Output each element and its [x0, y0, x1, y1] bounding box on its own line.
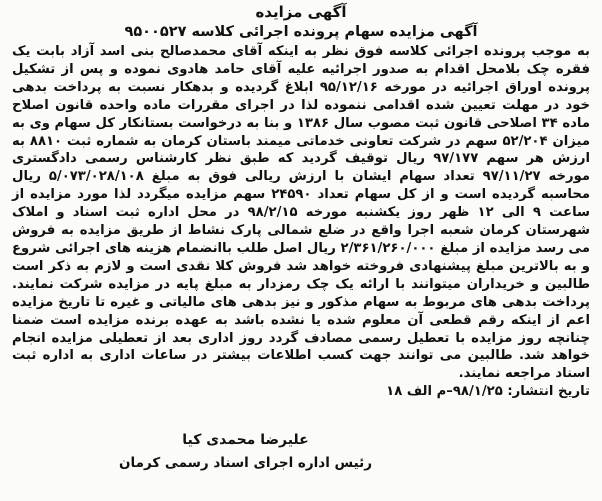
notice-title: آگهی مزایده: [255, 3, 347, 21]
signatory-role: رئیس اداره اجرای اسناد رسمی کرمان: [119, 455, 372, 471]
notice-subtitle: آگهی مزایده سهام پرونده اجرائی کلاسه ۹۵۰۰۵۲۷: [124, 24, 478, 40]
signature-block: [119, 428, 372, 474]
notice-body: به موجب پرونده اجرائی کلاسه فوق نظر به اینکه آقای محمدصالح بنی اسد آزاد بابت یک فقره چک بلامحل اقدام به صدور اجرائیه علیه آقای حامد هادوی نموده و پس از تشکیل پرونده اوراق اجرائیه در مورخه ۹۵/۱۲/۱۶ ابلاغ گردیده و بدهکار نسبت به پرداخت بدهی خود در مهلت تعیین شده اقدامی ننموده لذا در اجرای مقررات ماده واحده قانون اصلاح ماده ۳۴ اصلاحی قانون ثبت مصوب سال ۱۳۸۶ و بنا به درخواست بستانکار کل سهام وی به میزان ۵۲/۲۰۴ سهم در شرکت تعاونی خدماتی میمند باستان کرمان به شماره ثبت ۸۸۱۰ به ارزش هر سهم ۹۷/۱۷۷ ریال توقیف گردید که طبق نظر کارشناس رسمی دادگستری مورخه ۹۷/۱۱/۲۷ تعداد سهام ایشان با ارزش ریالی فوق به مبلغ ۵/۰۷۳/۰۲۸/۱۰۸ ریال محاسبه گردیده است و از کل سهام تعداد ۲۴۵۹۰ سهم مزایده میگردد لذا مورد مزایده از ساعت ۹ الی ۱۲ ظهر روز یکشنبه مورخه ۹۸/۲/۱۵ در محل اداره ثبت اسناد و املاک شهرستان کرمان شعبه اجرا واقع در ضلع شمالی پارک نشاط از طریق مزایده به فروش می رسد مزایده از مبلغ ۲/۳۶۱/۲۶۰/۰۰۰ ریال اصل طلب باانضمام هزینه های اجرائی شروع و به بالاترین مبلغ پیشنهادی فروخته خواهد شد فروش کلا نقدی است و لازم به ذکر است طالبین و خریداران میتوانند با ارائه یک چک رمزدار به مبلغ پایه در مزایده شرکت نمایند. پرداخت بدهی های مربوط به سهام مذکور و نیز بدهی های مالیاتی و غیره تا تاریخ مزایده اعم از اینکه رقم قطعی آن معلوم شده یا نشده باشد به عهده برنده مزایده است ضمنا چنانچه روز مزایده با تعطیل رسمی مصادف گردد روز اداری بعد از تعطیلی مزایده انجام خواهد شد. طالبین می توانند جهت کسب اطلاعات بیشتر در ساعات اداری به اداره ثبت اسناد مراجعه نمایند.: [12, 44, 591, 382]
signatory-name: علیرضا محمدی کیا: [182, 432, 309, 448]
publish-date: تاریخ انتشار: ۹۸/۱/۲۵–م الف ۱۸: [386, 384, 590, 400]
